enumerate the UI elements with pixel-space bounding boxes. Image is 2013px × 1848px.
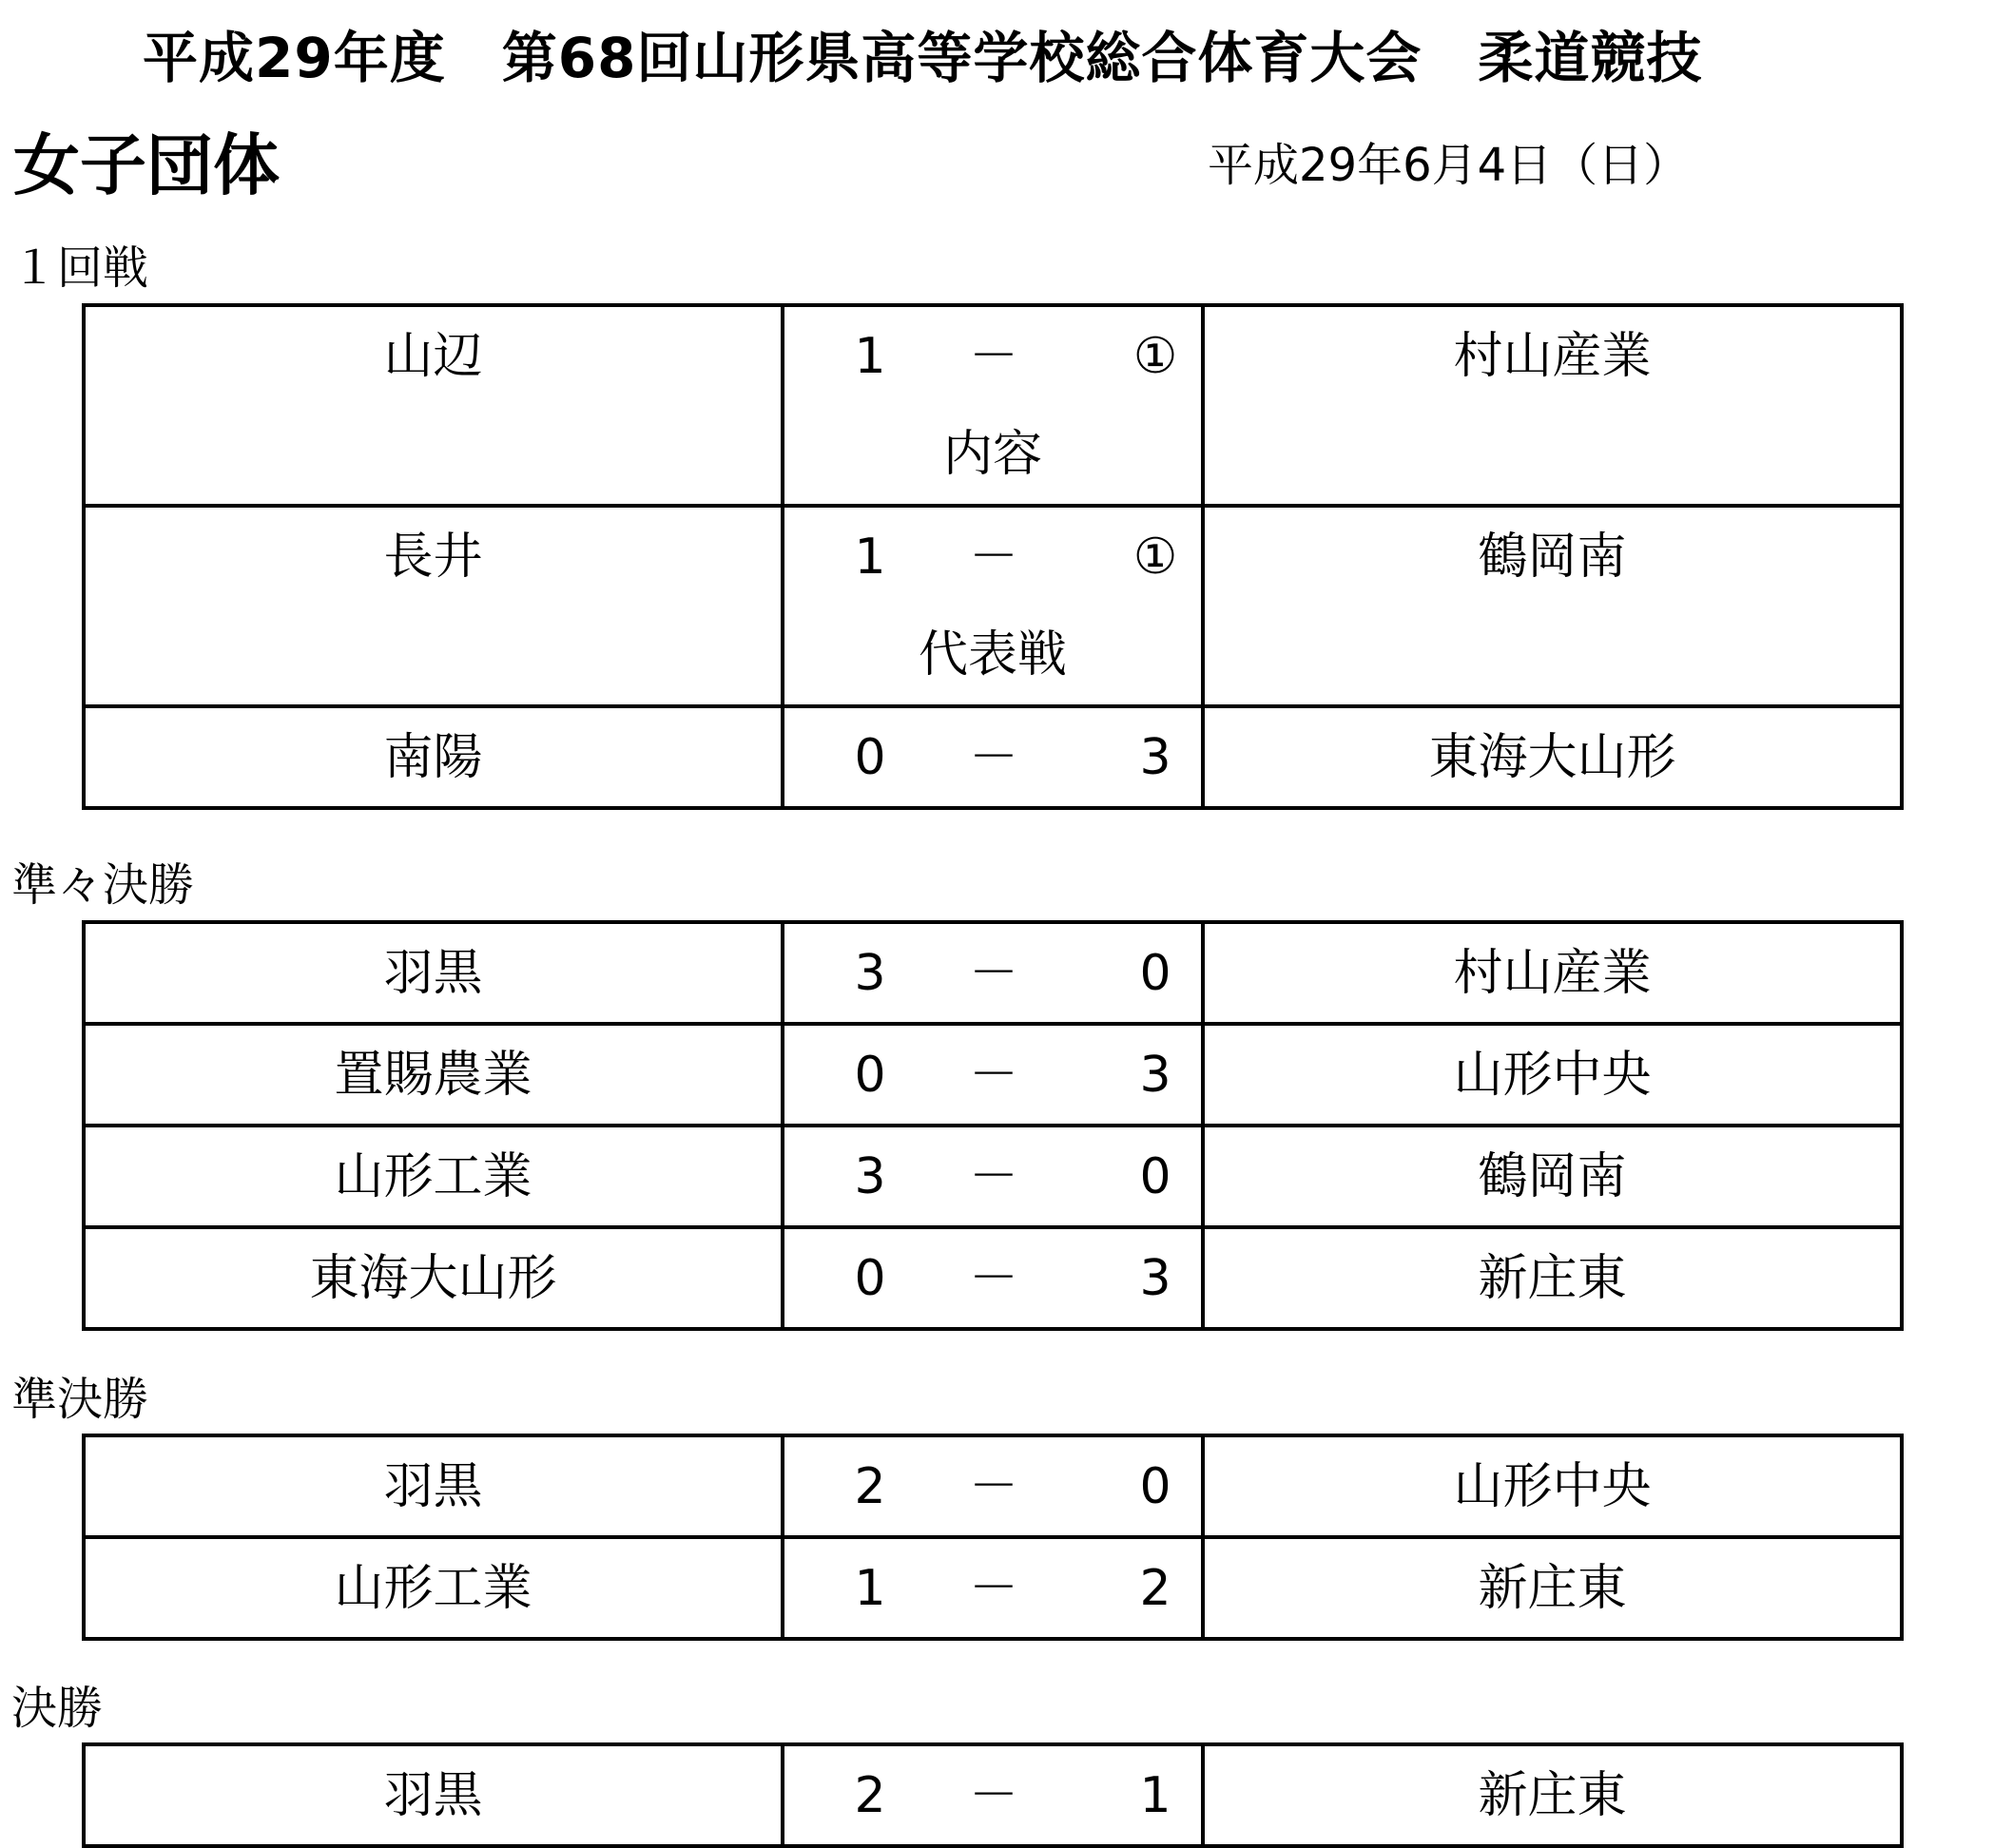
match-row [84, 305, 1902, 506]
away-score: 1 [1139, 1767, 1171, 1824]
home-team: 山形工業 [334, 1148, 532, 1205]
match-row [84, 1227, 1902, 1329]
away-score: 0 [1139, 1148, 1171, 1205]
away-score: 3 [1139, 1047, 1171, 1104]
home-score: 3 [854, 1148, 886, 1205]
match-row [84, 922, 1902, 1024]
away-score: ① [1132, 529, 1178, 586]
away-team: 新庄東 [1478, 1767, 1627, 1824]
score-dash: － [968, 1148, 1018, 1205]
match-table-final [82, 1742, 1904, 1848]
round-label-quarterfinal: 準々決勝 [11, 858, 195, 912]
decision-note: 代表戦 [918, 626, 1067, 683]
match-row [84, 1024, 1902, 1126]
score-dash: － [968, 1560, 1018, 1617]
home-score: 3 [854, 945, 886, 1002]
away-team: 鶴岡南 [1478, 1148, 1627, 1205]
home-score: 2 [854, 1458, 886, 1515]
score-dash: － [968, 1250, 1018, 1307]
match-score [784, 1229, 1201, 1327]
home-score: 0 [854, 729, 886, 786]
away-score: 0 [1139, 1458, 1171, 1515]
home-team: 山辺 [383, 328, 483, 385]
page-title: 平成29年度 第68回山形県高等学校総合体育大会 柔道競技 [143, 26, 1703, 90]
match-score [784, 508, 1201, 704]
match-row [84, 1537, 1902, 1639]
away-team: 新庄東 [1478, 1560, 1627, 1617]
event-date: 平成29年6月4日（日） [1208, 139, 1690, 192]
away-team: 村山産業 [1453, 328, 1652, 385]
round-label-semifinal: 準決勝 [11, 1373, 149, 1426]
home-team: 長井 [383, 529, 483, 586]
match-score [784, 1746, 1201, 1844]
match-score [784, 307, 1201, 504]
match-row [84, 706, 1902, 808]
home-team: 羽黒 [383, 1458, 483, 1515]
match-score [784, 1127, 1201, 1225]
event-subtitle: 女子団体 [13, 126, 280, 204]
away-team: 東海大山形 [1428, 729, 1676, 786]
home-score: 1 [854, 529, 886, 586]
away-team: 新庄東 [1478, 1250, 1627, 1307]
away-team: 山形中央 [1453, 1047, 1652, 1104]
match-score [784, 924, 1201, 1022]
home-team: 東海大山形 [309, 1250, 557, 1307]
home-score: 0 [854, 1250, 886, 1307]
home-score: 1 [854, 328, 886, 385]
score-dash: － [968, 729, 1018, 786]
score-dash: － [968, 1458, 1018, 1515]
score-dash: － [968, 1047, 1018, 1104]
away-team: 鶴岡南 [1478, 529, 1627, 586]
match-table-first-round [82, 303, 1904, 810]
away-score: ① [1132, 328, 1178, 385]
round-label-final: 決勝 [11, 1682, 104, 1735]
decision-note: 内容 [942, 426, 1042, 483]
score-dash: － [968, 945, 1018, 1002]
home-team: 山形工業 [334, 1560, 532, 1617]
away-score: 0 [1139, 945, 1171, 1002]
match-row [84, 506, 1902, 706]
score-dash: － [968, 529, 1018, 586]
home-score: 2 [854, 1767, 886, 1824]
score-dash: － [968, 328, 1018, 385]
away-team: 村山産業 [1453, 945, 1652, 1002]
away-score: 3 [1139, 1250, 1171, 1307]
match-row [84, 1126, 1902, 1227]
match-score [784, 708, 1201, 806]
home-team: 置賜農業 [334, 1047, 532, 1104]
away-score: 2 [1139, 1560, 1171, 1617]
round-label-first: １回戦 [11, 241, 149, 295]
score-dash: － [968, 1767, 1018, 1824]
match-score [784, 1539, 1201, 1637]
match-row [84, 1744, 1902, 1846]
match-table-semifinal [82, 1434, 1904, 1641]
match-row [84, 1435, 1902, 1537]
home-team: 羽黒 [383, 1767, 483, 1824]
match-table-quarterfinal [82, 920, 1904, 1331]
match-score [784, 1437, 1201, 1535]
home-team: 南陽 [383, 729, 483, 786]
home-score: 0 [854, 1047, 886, 1104]
match-score [784, 1026, 1201, 1124]
home-team: 羽黒 [383, 945, 483, 1002]
away-team: 山形中央 [1453, 1458, 1652, 1515]
home-score: 1 [854, 1560, 886, 1617]
away-score: 3 [1139, 729, 1171, 786]
